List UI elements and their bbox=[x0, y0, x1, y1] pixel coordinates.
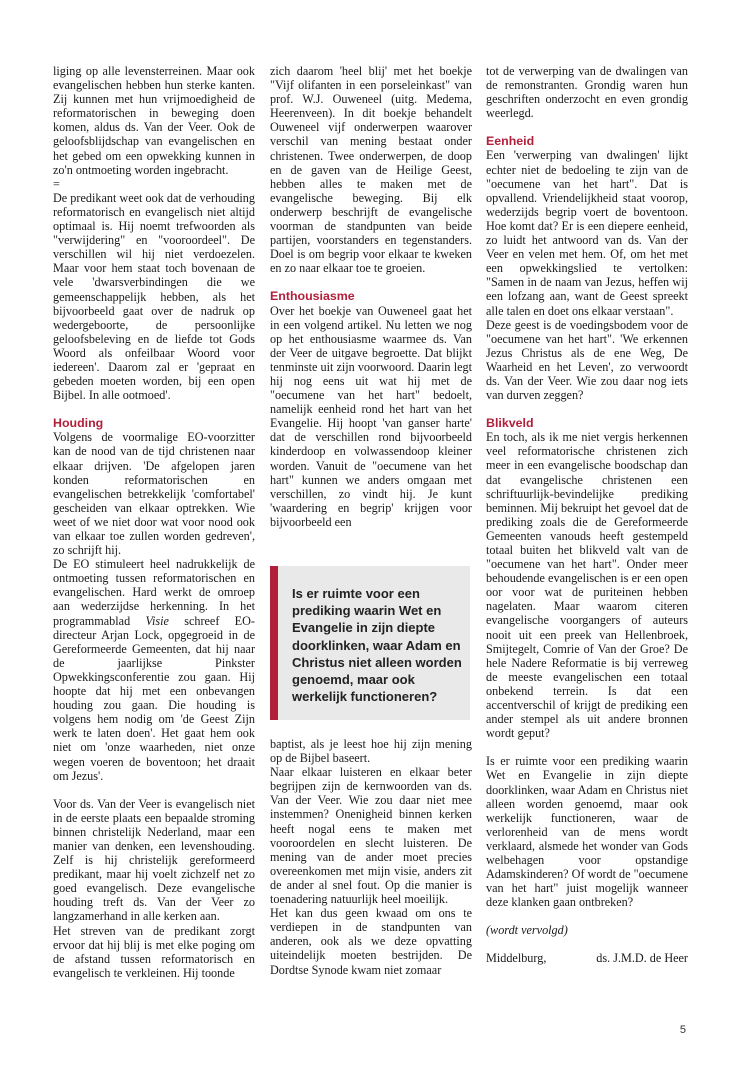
paragraph: baptist, als je leest hoe hij zijn mening op de Bijbel baseert. bbox=[270, 737, 472, 766]
paragraph: Deze geest is de voedingsbodem voor de "oecumene van het hart". 'We erkennen Jezus Christus als de ene Weg, De Waarheid en het Leven', zo verwoordt ds. Van der Veer. Wie zou daar nog iets van durven zeggen? bbox=[486, 317, 688, 403]
paragraph: Is er ruimte voor een prediking waarin Wet en Evangelie in zijn diepte doorklinken, waar Adam en Christus niet alleen worden genoemd, maar ook werkelijk functioneren, waar de verlorenheid van de mens wordt verklaard, alsmede het wonder van Gods welbehagen voor opstandige Adamskinderen? Of wordt de "oecumene van het hart" juist mogelijk wanneer deze klanken gaan ontbreken? bbox=[486, 754, 688, 910]
paragraph: tot de verwerping van de dwalingen van de remonstranten. Grondig waren hun geschriften onderzocht en even grondig weerlegd. bbox=[486, 64, 688, 121]
signature-line bbox=[486, 951, 688, 965]
quote-accent-bar bbox=[270, 566, 278, 720]
paragraph: Een 'verwerping van dwalingen' lijkt echter niet de bedoeling te zijn van de "oecumene van het hart". Dat is opvallend. Vriendelijkheid staat voorop, wederzijds begrip voert de boventoon. Hoe komt dat? Er is een diepere eenheid, zo luidt het antwoord van ds. Van der Veer en velen met hem. Of, om het met een opwekkingslied te vertolken: "Samen in de naam van Jezus, heffen wij een lofzang aan, want de Geest spreekt alle talen en doet ons elkaar verstaan". bbox=[486, 148, 688, 318]
paragraph: En toch, als ik me niet vergis herkennen veel reformatorische christenen zich meer in een evangelische boodschap dan dat evangelische christenen een schriftuurlijk-bevindelijke prediking beminnen. Mij bekruipt het gevoel dat de prediking zoals die de Gereformeerde Gemeenten vanouds heeft gestempeld totaal buiten het blikveld valt van de "oecumene van het hart". Onder meer behoudende evangelischen is er een open oor voor wat de puriteinen hebben nagelaten. Maar waarom citeren evangelische voorgangers of auteurs nooit uit een preek van Hellenbroek, Smijtegelt, Comrie of Van der Groe? De hele Nadere Reformatie is bij verreweg de meeste evangelischen een totaal onbekend terrein. Is dat een accentverschil of krijgt de prediking een ander stempel als uit andere bronnen wordt geput? bbox=[486, 430, 688, 741]
subheading-enthousiasme: Enthousiasme bbox=[270, 289, 355, 304]
column-2-continued bbox=[270, 737, 472, 977]
column-2 bbox=[270, 64, 472, 529]
pull-quote-text: Is er ruimte voor een prediking waarin Wet en Evangelie in zijn diepte doorklinken, waar Adam en Christus niet alleen worden genoemd, maar ook werkelijk functioneren? bbox=[292, 586, 462, 705]
paragraph: liging op alle levensterreinen. Maar ook evangelischen hebben hun sterke kanten. Zij kunnen met hun vrijmoedigheid de reformatorischen in beweging doen komen, aldus ds. Van der Veer. Ook de geloofsblijdschap van evangelischen en het gebed om een opwekking kunnen in zo'n ontmoeting worden ingebracht. bbox=[53, 64, 255, 177]
paragraph: zich daarom 'heel blij' met het boekje "Vijf olifanten in een porseleinkast" van prof. W.J. Ouweneel (uitg. Medema, Heerenveen). In dit boekje behandelt Ouweneel vijf onderwerpen waarover verschil van mening bestaat onder christenen. Twee onderwerpen, de doop en de gaven van de Heilige Geest, hebben alles te maken met de evangelische beweging. Bij elk onderwerp beschrijft de evangelische voorman de standpunten van beide partijen, voorstanders en tegenstanders. Doel is om begrip voor elkaar te kweken en zo naar elkaar toe te groeien. bbox=[270, 64, 472, 276]
column-1 bbox=[53, 64, 255, 980]
signature-author: ds. J.M.D. de Heer bbox=[596, 951, 688, 966]
magazine-title: Visie bbox=[145, 613, 169, 628]
paragraph: Het kan dus geen kwaad om ons te verdiepen in de standpunten van anderen, ook als we deze opvatting uiteindelijk moeten bestrijden. De Dordtse Synode kwam niet zomaar bbox=[270, 906, 472, 977]
subheading-houding: Houding bbox=[53, 416, 104, 431]
text: De EO stimuleert heel nadrukkelijk de ontmoeting tussen reformatorischen en evangelischen. Hard werkt de omroep aan wederzijdse herkenning. In het programmablad bbox=[53, 557, 255, 628]
signature-place: Middelburg, bbox=[486, 951, 547, 966]
subheading-eenheid: Eenheid bbox=[486, 134, 535, 149]
separator-mark: = bbox=[53, 176, 60, 191]
text: schreef EO-directeur Arjan Lock, opgegroeid in de Gereformeerde Gemeenten, dat hij naar de jaarlijkse Pinkster Opwekkingsconferentie zou gaan. Hij hoopte dat hij met een onbevangen houding zou gaan. Die houding is volgens hem nodig om 'de Geest Zijn werk te laten doen'. Het gaat hem ook niet om 'onze waarheden, niet onze wegen voeren de boventoon; het draait om Jezus'. bbox=[53, 613, 255, 783]
paragraph bbox=[53, 557, 255, 783]
paragraph: Volgens de voormalige EO-voorzitter kan de nood van de tijd christenen naar elkaar drijven. 'De afgelopen jaren konden reformatorischen en evangelischen betrekkelijk 'comfortabel' gescheiden van elkaar optrekken. Wie weet of we niet door wat voor nood ook van elkaar toe zullen worden gedreven', zo schrijft hij. bbox=[53, 430, 255, 558]
subheading-blikveld: Blikveld bbox=[486, 416, 534, 431]
paragraph: Voor ds. Van der Veer is evangelisch niet in de eerste plaats een bepaalde stroming binnen christelijk Nederland, maar een manier van denken, een levenshouding. Zelf is hij christelijk gereformeerd predikant, maar hij voelt zichzelf net zo goed evangelisch. Deze evangelische houding treft ds. Van der Veer zo langzamerhand in alle kerken aan. bbox=[53, 796, 255, 924]
continued-note: (wordt vervolgd) bbox=[486, 923, 568, 938]
paragraph: De predikant weet ook dat de verhouding reformatorisch en evangelisch niet altijd optimaal is. Hij noemt trefwoorden als "verwijdering" en "vooroordeel". De verschillen wil hij niet verdoezelen. Maar voor hem staat toch bovenaan de vele 'dwarsverbindingen die we gemeenschappelijk hebben, als het bijvoorbeeld gaat over de nadruk op wedergeboorte, de persoonlijke geloofsbeleving en de liefde tot Gods Woord als onfeilbaar Woord voor iedereen'. Daarom zal er 'gepraat en gebeden moeten worden, bij een open Bijbel. In alle ootmoed'. bbox=[53, 190, 255, 403]
paragraph: Over het boekje van Ouweneel gaat het in een volgend artikel. Nu letten we nog op het enthousiasme waarmee ds. Van der Veer de uitgave begroette. Dat blijkt tenminste uit zijn voorwoord. Daarin legt hij nog eens uit wat hij met de "oecumene van het hart" bedoelt, namelijk eenheid rond het hart van het Evangelie. Hij hoopt 'van ganser harte' dat de verschillen rond bijvoorbeeld kinderdoop en volwassendoop kleiner worden. Vanuit de "oecumene van het hart" kunnen we anders omgaan met verschillen, zo vindt hij. Je kunt 'waardering en begrip' krijgen voor bijvoorbeeld een bbox=[270, 303, 472, 529]
pull-quote bbox=[270, 566, 470, 720]
page-number: 5 bbox=[679, 1024, 686, 1036]
column-3 bbox=[486, 64, 688, 966]
paragraph: Naar elkaar luisteren en elkaar beter begrijpen zijn de kernwoorden van ds. Van der Veer. Wie zou daar niet mee instemmen? Onenigheid binnen kerken heeft nogal eens te maken met vooroordelen en slecht luisteren. De mening van de ander moet precies overeenkomen met mijn visie, anders zit de ander al snel fout. Op die manier is toenadering natuurlijk heel moeilijk. bbox=[270, 765, 472, 907]
paragraph: Het streven van de predikant zorgt ervoor dat hij blij is met elke poging om de afstand tussen reformatorisch en evangelisch te verkleinen. Hij toonde bbox=[53, 923, 255, 980]
